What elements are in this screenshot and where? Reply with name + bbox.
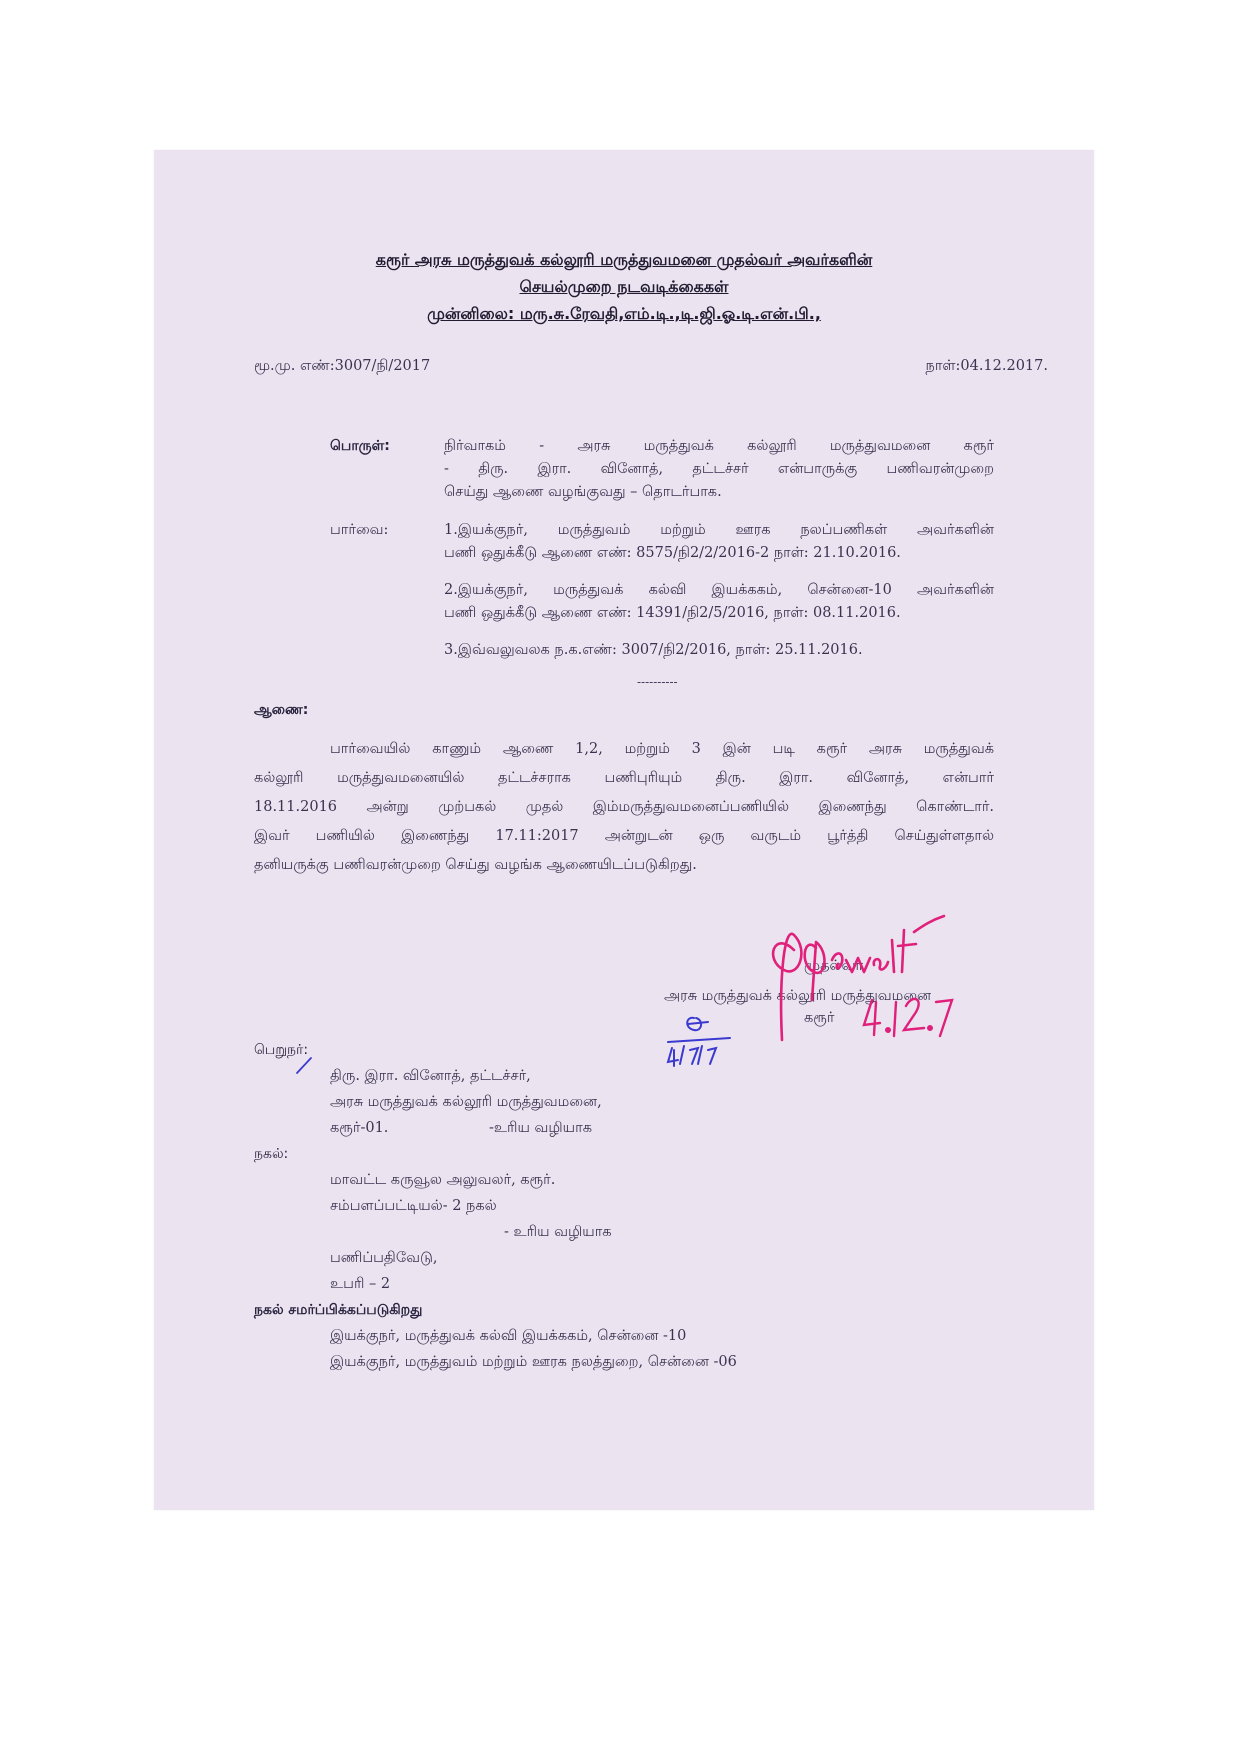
reference-date: நாள்:04.12.2017. xyxy=(925,358,1048,374)
copy-via: - உரிய வழியாக xyxy=(504,1224,612,1240)
subject-line: நிர்வாகம் - அரசு மருத்துவக் கல்லூரி மருத்துவமனை கரூர் xyxy=(444,438,994,454)
copy-line: உபரி – 2 xyxy=(330,1276,391,1292)
submitted-label: நகல் சமர்ப்பிக்கப்படுகிறது xyxy=(254,1302,423,1318)
header-line-3: முன்னிலை: மரு.சு.ரேவதி,எம்.டி.,டி.ஜி.ஓ.டி.என்.பி., xyxy=(427,304,821,323)
subject-line: செய்து ஆணை வழங்குவது – தொடர்பாக. xyxy=(444,484,722,500)
tick-mark-icon xyxy=(294,1055,314,1077)
header-line-2: செயல்முறை நடவடிக்கைகள் xyxy=(519,277,729,296)
recipient-via: -உரிய வழியாக xyxy=(489,1120,592,1136)
order-line: பார்வையில் காணும் ஆணை 1,2, மற்றும் 3 இன் படி கரூர் அரசு மருத்துவக் xyxy=(330,741,994,757)
reference-item-line: 3.இவ்வலுவலக ந.க.எண்: 3007/நி2/2016, நாள்: 25.11.2016. xyxy=(444,642,863,658)
signatory-place: கரூர் xyxy=(804,1010,835,1026)
copy-line: சம்பளப்பட்டியல்- 2 நகல் xyxy=(330,1198,497,1214)
submitted-line: இயக்குநர், மருத்துவக் கல்வி இயக்ககம், சென்னை -10 xyxy=(330,1328,687,1344)
reference-number: மூ.மு. எண்:3007/நி/2017 xyxy=(254,358,431,374)
subject-line: - திரு. இரா. வினோத், தட்டச்சர் என்பாருக்கு பணிவரன்முறை xyxy=(444,461,994,477)
header-line-1: கரூர் அரசு மருத்துவக் கல்லூரி மருத்துவமனை முதல்வர் அவர்களின் xyxy=(375,250,873,269)
reference-item-line: 2.இயக்குநர், மருத்துவக் கல்வி இயக்ககம், சென்னை-10 அவர்களின் xyxy=(444,582,994,598)
subject-label: பொருள்: xyxy=(330,438,390,454)
recipient-line: திரு. இரா. வினோத், தட்டச்சர், xyxy=(330,1068,531,1084)
copy-label: நகல்: xyxy=(254,1146,289,1162)
separator: ---------- xyxy=(637,675,678,689)
received-stamp xyxy=(664,1012,734,1068)
submitted-line: இயக்குநர், மருத்துவம் மற்றும் ஊரக நலத்துறை, சென்னை -06 xyxy=(330,1354,737,1370)
reference-item-line: பணி ஒதுக்கீடு ஆணை எண்: 14391/நி2/5/2016, நாள்: 08.11.2016. xyxy=(444,605,901,621)
recipient-city: கரூர்-01. xyxy=(330,1120,389,1136)
document-sheet xyxy=(154,150,1094,1510)
copy-line: மாவட்ட கருவூல அலுவலர், கரூர். xyxy=(330,1172,556,1188)
order-line: தனியருக்கு பணிவரன்முறை செய்து வழங்க ஆணையிடப்படுகிறது. xyxy=(254,857,697,873)
signatory-office: அரசு மருத்துவக் கல்லூரி மருத்துவமனை xyxy=(664,988,932,1004)
handwritten-signature xyxy=(754,890,964,1050)
order-line: கல்லூரி மருத்துவமனையில் தட்டச்சராக பணிபுரியும் திரு. இரா. வினோத், என்பார் xyxy=(254,770,994,786)
order-line: 18.11.2016 அன்று முற்பகல் முதல் இம்மருத்துவமனைப்பணியில் இணைந்து கொண்டார். xyxy=(254,799,994,815)
reference-item-line: 1.இயக்குநர், மருத்துவம் மற்றும் ஊரக நலப்பணிகள் அவர்களின் xyxy=(444,522,994,538)
order-label: ஆணை: xyxy=(254,702,309,718)
signatory-title: முதல்வர் xyxy=(804,958,864,974)
copy-line: பணிப்பதிவேடு, xyxy=(330,1250,438,1266)
recipient-label: பெறுநர்: xyxy=(254,1042,309,1058)
recipient-line: அரசு மருத்துவக் கல்லூரி மருத்துவமனை, xyxy=(330,1094,602,1110)
references-label: பார்வை: xyxy=(330,522,389,538)
order-line: இவர் பணியில் இணைந்து 17.11:2017 அன்றுடன் ஒரு வருடம் பூர்த்தி செய்துள்ளதால் xyxy=(254,828,994,844)
reference-item-line: பணி ஒதுக்கீடு ஆணை எண்: 8575/நி2/2/2016-2 நாள்: 21.10.2016. xyxy=(444,545,901,561)
